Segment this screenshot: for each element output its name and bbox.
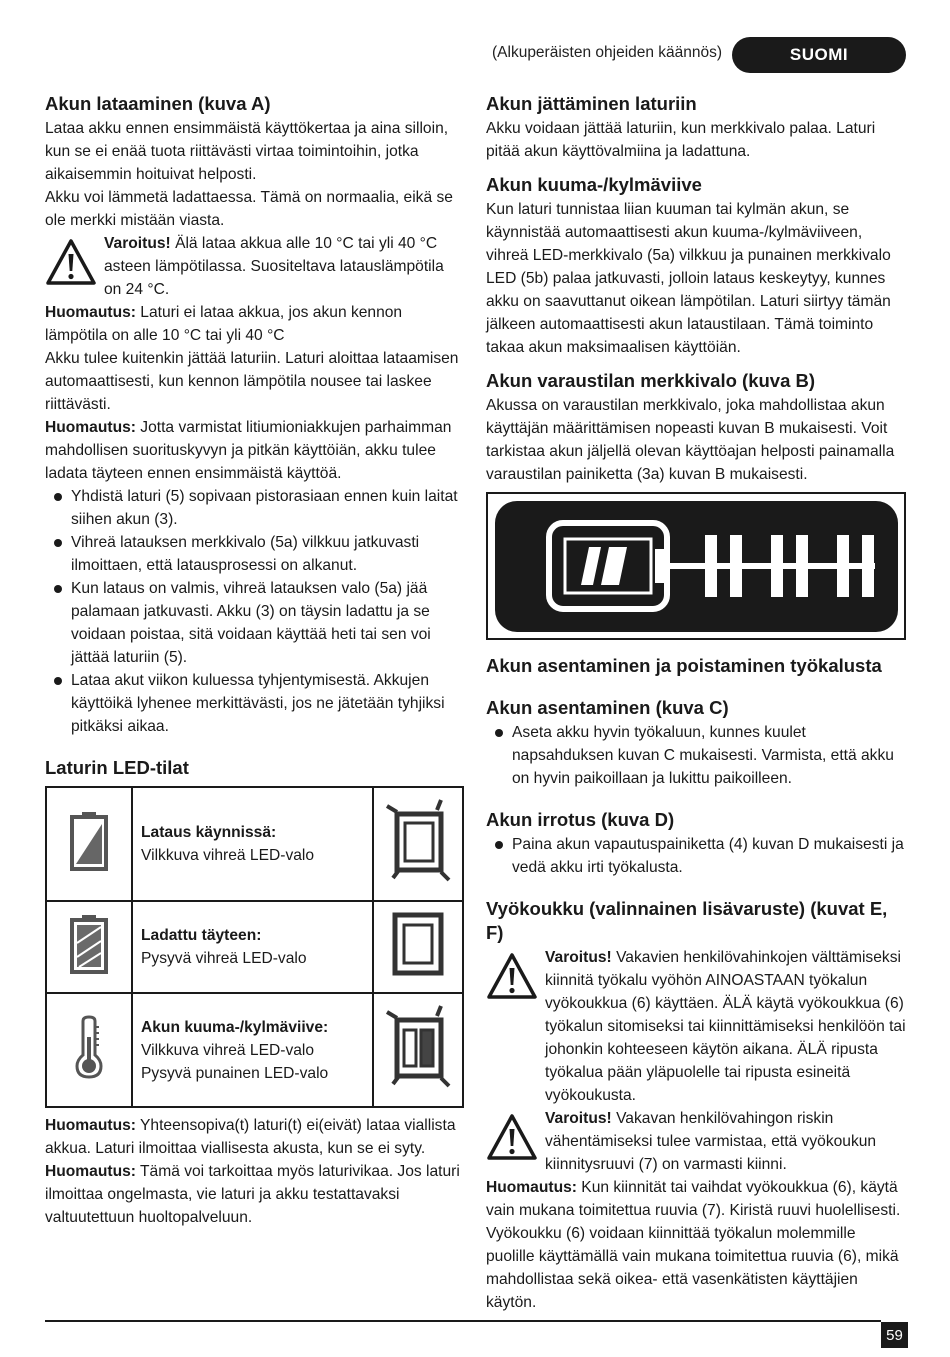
led-state-label: Akun kuuma-/kylmäviive: xyxy=(141,1018,329,1036)
install-list xyxy=(486,721,906,790)
list-item: Vihreä latauksen merkkivalo (5a) vilkkuu jatkuvasti ilmoittaen, että latausprosessi on alkanut. xyxy=(45,531,465,577)
list-item: Aseta akku hyvin työkaluun, kunnes kuulet napsahduksen kuvan C mukaisesti. Varmista, että akku on hyvin paikoillaan ja lukittu paikoilleen. xyxy=(486,721,906,790)
charging-warning xyxy=(45,232,465,301)
install-remove-heading: Akun asentaminen ja poistaminen työkalusta xyxy=(486,655,882,676)
fuel-gauge-paragraph: Akussa on varaustilan merkkivalo, joka mahdollistaa akun käyttäjän määrittämisen nopeasti kuvan B mukaisesti. Voit tarkistaa akun jäljellä olevan käyttöajan helposti painamalla varaustilan painiketta (3a) kuvan B mukaisesti. xyxy=(486,397,895,483)
led-state-line: Vilkkuva vihreä LED-valo xyxy=(141,847,315,864)
table-row xyxy=(46,901,463,993)
warning-label: Varoitus! xyxy=(104,235,171,252)
led-state-line: Pysyvä vihreä LED-valo xyxy=(141,950,307,967)
battery-charging-icon xyxy=(69,810,109,872)
note-text: Tämä voi tarkoittaa myös laturivikaa. Jos laturi ilmoittaa ongelmasta, vie laturi ja akku testattavaksi valtuutettuun huoltopalveluun. xyxy=(45,1163,460,1226)
charging-note-1 xyxy=(45,301,465,347)
led-blinking-icon xyxy=(383,798,453,884)
charging-paragraph-1: Lataa akku ennen ensimmäistä käyttökertaa ja aina silloin, kun se ei enää tuota riittävästi virtaa toimintoihin, jotka aikaisemmin hoituivat helposti. xyxy=(45,120,449,183)
charging-paragraph-2: Akku voi lämmetä ladattaessa. Tämä on normaalia, eikä se ole merkki mistään viasta. xyxy=(45,189,453,229)
note-text: Yhteensopiva(t) laturi(t) ei(eivät) lataa viallista akkua. Laturi ilmoittaa viallisesta akusta, kun se ei syty. xyxy=(45,1117,456,1157)
warning-triangle-icon xyxy=(486,952,538,1000)
belt-warning-1 xyxy=(486,946,906,1107)
battery-full-icon xyxy=(69,913,109,975)
leave-heading: Akun jättäminen laturiin xyxy=(486,93,697,114)
note-label: Huomautus: xyxy=(45,1117,136,1134)
charging-paragraph-3: Akku tulee kuitenkin jättää laturiin. Laturi aloittaa lataamisen automaattisesti, kun kennon lämpötila nousee tai laskee riittävästi. xyxy=(45,350,459,413)
left-column xyxy=(45,88,465,1229)
led-note-1 xyxy=(45,1114,465,1160)
led-dual-blinking-icon xyxy=(383,1004,453,1090)
warning-triangle-icon xyxy=(486,1113,538,1161)
note-text: Kun kiinnität tai vaihdat vyökoukkua (6), käytä vain mukana toimitettua ruuvia (7). Kiristä ruuvi huolellisesti. Vyökoukku (6) voidaan kiinnittää työkalun molemmille puolille käyttämällä vain mukana toimitettua ruuvia (6), mikä mahdollistaa sekä oikea- että vasenkätisten käyttäjien käytön. xyxy=(486,1179,901,1311)
led-solid-icon xyxy=(383,909,453,979)
warning-label: Varoitus! xyxy=(545,1110,612,1127)
page-number: 59 xyxy=(881,1322,908,1348)
list-item: Kun lataus on valmis, vihreä latauksen valo (5a) jää palamaan jatkuvasti. Akku (3) on täysin ladattu ja se voidaan poistaa, sitä voidaan käyttää heti tai sen voi jättää laturiin (5). xyxy=(45,577,465,669)
warning-text: Älä lataa akkua alle 10 °C tai yli 40 °C asteen lämpötilassa. Suositeltava latauslämpötila on 24 °C. xyxy=(104,235,444,298)
note-label: Huomautus: xyxy=(45,1163,136,1180)
warning-text: Vakavan henkilövahingon riskin vähentämiseksi tulee varmistaa, että vyökoukun kiinnitysruuvi (7) on varmasti kiinni. xyxy=(545,1110,877,1173)
warning-text: Vakavien henkilövahinkojen välttämiseksi kiinnitä työkalu vyöhön AINOASTAAN työkalun vyökoukkua (6) käyttäen. ÄLÄ käytä vyökoukkua (6) työkalun sitomiseksi tai kiinnittämiseksi henkilöön tai johonkin kohteeseen käytön aikana. ÄLÄ ripusta työkalua pään yläpuolelle tai ripusta esineitä vyökoukusta. xyxy=(545,949,906,1104)
fuel-gauge-figure xyxy=(486,492,906,640)
warning-triangle-icon xyxy=(45,238,97,286)
install-heading: Akun asentaminen (kuva C) xyxy=(486,697,729,718)
belt-note xyxy=(486,1176,906,1314)
led-status-table xyxy=(45,786,464,1108)
remove-list xyxy=(486,833,906,879)
footer-rule xyxy=(45,1320,881,1322)
fuel-gauge-heading: Akun varaustilan merkkivalo (kuva B) xyxy=(486,370,816,391)
remove-heading: Akun irrotus (kuva D) xyxy=(486,809,675,830)
note-text: Jotta varmistat litiumioniakkujen parhaimman mahdollisen suorituskyvyn ja pitkän käyttöiän, akku tulee ladata täyteen ennen ensimmäistä käyttöä. xyxy=(45,419,452,482)
leave-paragraph: Akku voidaan jättää laturiin, kun merkkivalo palaa. Laturi pitää akun käyttövalmiina ja ladattuna. xyxy=(486,120,876,160)
belt-hook-heading: Vyökoukku (valinnainen lisävaruste) (kuvat E, F) xyxy=(486,898,888,943)
right-column xyxy=(486,88,906,1314)
led-state-line: Vilkkuva vihreä LED-valo xyxy=(141,1041,315,1059)
list-item: Paina akun vapautuspainiketta (4) kuvan D mukaisesti ja vedä akku irti työkalusta. xyxy=(486,833,906,879)
table-row xyxy=(46,993,463,1107)
battery-gauge-icon xyxy=(495,501,898,632)
led-state-label: Ladattu täyteen: xyxy=(141,927,262,944)
note-label: Huomautus: xyxy=(486,1179,577,1196)
language-tab: SUOMI xyxy=(732,37,906,73)
thermometer-icon xyxy=(74,1015,104,1079)
charging-steps-list xyxy=(45,485,465,738)
led-state-line: Pysyvä punainen LED-valo xyxy=(141,1064,329,1082)
note-label: Huomautus: xyxy=(45,419,136,436)
list-item: Lataa akut viikon kuluessa tyhjentymisestä. Akkujen käyttöikä lyhenee merkittävästi, jos ne jätetään tyhjiksi pitkäksi aikaa. xyxy=(45,669,465,738)
warning-label: Varoitus! xyxy=(545,949,612,966)
note-label: Huomautus: xyxy=(45,304,136,321)
led-heading: Laturin LED-tilat xyxy=(45,757,189,778)
list-item: Yhdistä laturi (5) sopivaan pistorasiaan ennen kuin laitat siihen akun (3). xyxy=(45,485,465,531)
header-note: (Alkuperäisten ohjeiden käännös) xyxy=(492,44,723,61)
belt-warning-2 xyxy=(486,1107,906,1176)
led-note-2 xyxy=(45,1160,465,1229)
hotcold-heading: Akun kuuma-/kylmäviive xyxy=(486,174,702,195)
table-row xyxy=(46,787,463,901)
note-text: Laturi ei lataa akkua, jos akun kennon lämpötila on alle 10 °C tai yli 40 °C xyxy=(45,304,403,344)
led-state-label: Lataus käynnissä: xyxy=(141,824,277,841)
charging-heading: Akun lataaminen (kuva A) xyxy=(45,93,271,114)
charging-note-2 xyxy=(45,416,465,485)
hotcold-paragraph: Kun laturi tunnistaa liian kuuman tai kylmän akun, se käynnistää automaattisesti akun kuuma-/kylmäviiveen, vihreä LED-merkkivalo (5a) vilkkuu ja punainen merkkivalo LED (5b) palaa jatkuvasti, jolloin lataus keskeytyy, kunnes akku on saavuttanut oikean lämpötilan. Laturi siirtyy tämän jälkeen automaattisesti akun lataustilaan. Tämä toiminto takaa akun maksimaalisen käyttöiän. xyxy=(486,201,891,356)
